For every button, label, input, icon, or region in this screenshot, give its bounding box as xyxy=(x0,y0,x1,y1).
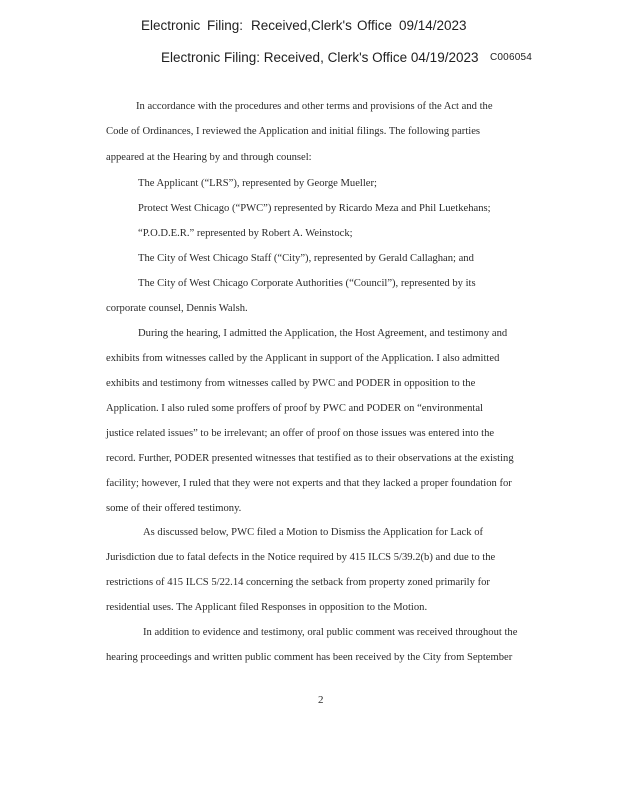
filing-stamp-secondary: Electronic Filing: Received, Clerk's Office 04/19/2023 xyxy=(161,50,479,65)
body-line: hearing proceedings and written public comment has been received by the City from September xyxy=(106,652,513,663)
body-line: facility; however, I ruled that they were not experts and that they lacked a proper foundation for xyxy=(106,478,512,489)
body-line: appeared at the Hearing by and through counsel: xyxy=(106,152,312,163)
filing-stamp-word: Received,Clerk's xyxy=(251,18,352,33)
body-line: Jurisdiction due to fatal defects in the Notice required by 415 ILCS 5/39.2(b) and due to the xyxy=(106,552,496,563)
body-line: As discussed below, PWC filed a Motion to Dismiss the Application for Lack of xyxy=(143,527,484,538)
body-line: justice related issues” to be irrelevant; an offer of proof on those issues was entered into the xyxy=(106,428,495,439)
body-line: During the hearing, I admitted the Application, the Host Agreement, and testimony and xyxy=(138,328,508,339)
filing-stamp-date: 09/14/2023 xyxy=(399,18,467,33)
party-line: Protect West Chicago (“PWC”) represented by Ricardo Meza and Phil Luetkehans; xyxy=(138,203,491,214)
party-line: “P.O.D.E.R.” represented by Robert A. Weinstock; xyxy=(138,228,353,239)
body-line: Code of Ordinances, I reviewed the Application and initial filings. The following parties xyxy=(106,126,481,137)
body-line: Application. I also ruled some proffers of proof by PWC and PODER on “environmental xyxy=(106,403,483,414)
body-line: In addition to evidence and testimony, oral public comment was received throughout the xyxy=(143,627,518,638)
document-code: C006054 xyxy=(490,52,532,63)
filing-stamp-word: Office xyxy=(357,18,393,33)
party-line: The City of West Chicago Corporate Authorities (“Council”), represented by its xyxy=(138,278,476,289)
body-line: exhibits from witnesses called by the Applicant in support of the Application. I also admitted xyxy=(106,353,500,364)
body-line: residential uses. The Applicant filed Responses in opposition to the Motion. xyxy=(106,602,428,613)
party-line: The City of West Chicago Staff (“City”), represented by Gerald Callaghan; and xyxy=(138,253,474,264)
party-line: corporate counsel, Dennis Walsh. xyxy=(106,303,248,314)
page-number: 2 xyxy=(318,694,324,706)
party-line: The Applicant (“LRS”), represented by George Mueller; xyxy=(138,178,377,189)
body-line: exhibits and testimony from witnesses called by PWC and PODER in opposition to the xyxy=(106,378,476,389)
body-line: some of their offered testimony. xyxy=(106,503,242,514)
body-line: restrictions of 415 ILCS 5/22.14 concerning the setback from property zoned primarily for xyxy=(106,577,490,588)
body-line: In accordance with the procedures and other terms and provisions of the Act and the xyxy=(136,101,493,112)
filing-stamp-word: Electronic xyxy=(141,18,201,33)
filing-stamp-word: Filing: xyxy=(207,18,244,33)
body-line: record. Further, PODER presented witnesses that testified as to their observations at the existing xyxy=(106,453,514,464)
